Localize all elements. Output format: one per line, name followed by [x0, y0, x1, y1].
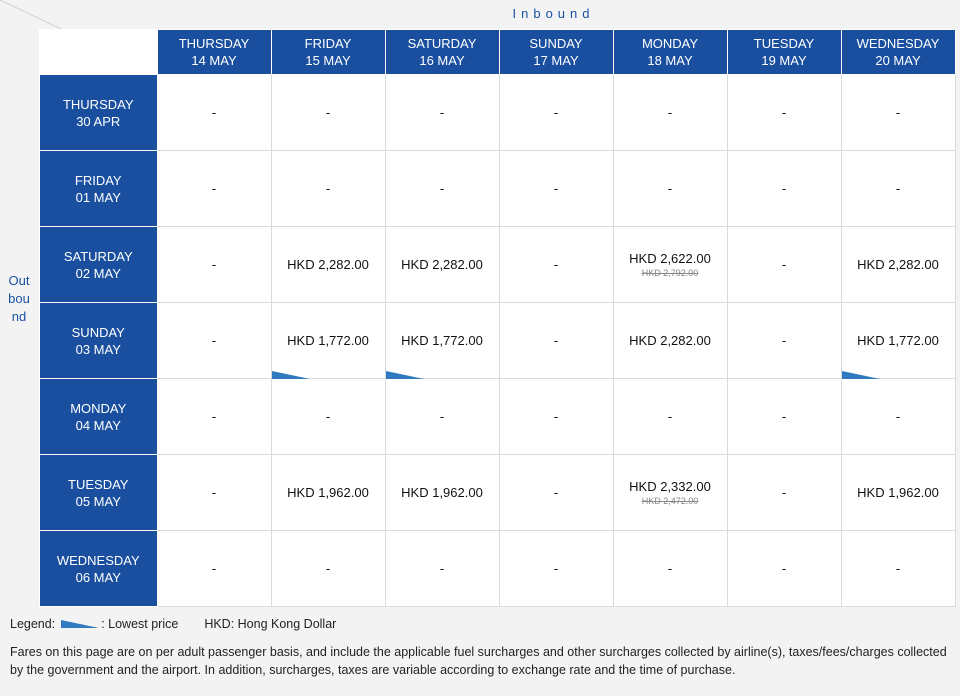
column-header [727, 30, 841, 75]
fare-cell[interactable] [613, 455, 727, 531]
fare-price: HKD 1,962.00 [401, 485, 483, 500]
fare-cell[interactable] [271, 227, 385, 303]
fare-price: - [667, 561, 673, 576]
row-date: 02 MAY [75, 265, 121, 281]
fare-price: - [667, 409, 673, 424]
column-header [157, 30, 271, 75]
fare-price: - [781, 333, 787, 348]
row-header [40, 379, 158, 455]
outbound-row [40, 455, 956, 531]
column-date: 16 MAY [419, 53, 465, 68]
column-date: 17 MAY [533, 53, 579, 68]
fare-price: HKD 2,282.00 [401, 257, 483, 272]
legend-label: Legend: [10, 617, 56, 631]
fare-price: - [553, 409, 559, 424]
original-fare: HKD 2,792.00 [641, 268, 699, 278]
fare-price: HKD 1,772.00 [857, 333, 939, 348]
fare-cell [499, 379, 613, 455]
row-date: 01 MAY [75, 189, 121, 205]
row-day: WEDNESDAY [56, 552, 140, 568]
column-date: 18 MAY [647, 53, 693, 68]
fare-cell [385, 151, 499, 227]
legend [10, 617, 336, 631]
fare-cell [271, 75, 385, 151]
row-date: 04 MAY [75, 417, 121, 433]
fare-grid-body [40, 75, 956, 607]
column-header [841, 30, 955, 75]
row-day: SATURDAY [63, 248, 133, 264]
fare-cell [157, 379, 271, 455]
fare-price: - [325, 561, 331, 576]
fare-cell [385, 379, 499, 455]
fare-cell[interactable] [271, 303, 385, 379]
fare-cell [271, 379, 385, 455]
fare-cell[interactable] [271, 455, 385, 531]
fare-cell [157, 151, 271, 227]
original-fare: HKD 2,472.00 [641, 496, 699, 506]
fare-price: - [439, 105, 445, 120]
fare-cell [841, 75, 955, 151]
fare-price: - [211, 257, 217, 272]
fare-cell [157, 455, 271, 531]
fare-price: HKD 2,282.00 [287, 257, 369, 272]
fare-price: - [439, 409, 445, 424]
column-date: 20 MAY [875, 53, 921, 68]
outbound-row [40, 75, 956, 151]
row-day: TUESDAY [68, 476, 129, 492]
fare-cell [727, 531, 841, 607]
fare-cell[interactable] [841, 455, 955, 531]
fare-cell [727, 303, 841, 379]
row-day: SUNDAY [71, 324, 125, 340]
fare-cell [271, 531, 385, 607]
column-header [499, 30, 613, 75]
row-header [40, 151, 158, 227]
fare-cell [727, 379, 841, 455]
fare-cell [385, 75, 499, 151]
row-header [40, 75, 158, 151]
column-header [385, 30, 499, 75]
row-date: 03 MAY [75, 341, 121, 357]
fare-grid [39, 29, 956, 607]
fare-price: - [895, 105, 901, 120]
fare-cell [727, 75, 841, 151]
column-day: MONDAY [641, 36, 699, 51]
fare-price: - [211, 409, 217, 424]
fare-cell [499, 227, 613, 303]
legend-lowest-price: : Lowest price [101, 617, 179, 631]
fare-cell[interactable] [385, 227, 499, 303]
fare-disclaimer: Fares on this page are on per adult passenger basis, and include the applicable fuel surcharges and other surcharges collected by airline(s), taxes/fees/charges collected by the government and the airport. In addition, surcharges, taxes are variable according to exchange rate and the time of purchase. [10, 645, 947, 677]
fare-cell[interactable] [385, 455, 499, 531]
row-date: 06 MAY [75, 569, 121, 585]
fare-cell [727, 151, 841, 227]
fare-price: HKD 1,962.00 [857, 485, 939, 500]
row-header [40, 227, 158, 303]
fare-price: HKD 2,332.00 [629, 479, 711, 494]
fare-cell [613, 75, 727, 151]
fare-price: HKD 2,282.00 [857, 257, 939, 272]
legend-currency: HKD: Hong Kong Dollar [204, 617, 337, 631]
fare-cell [499, 75, 613, 151]
fare-price: - [211, 333, 217, 348]
column-day: FRIDAY [304, 36, 352, 51]
fare-cell [499, 455, 613, 531]
fare-cell[interactable] [841, 303, 955, 379]
row-date: 05 MAY [75, 493, 121, 509]
fare-cell [499, 151, 613, 227]
outbound-row [40, 379, 956, 455]
fare-price: - [211, 485, 217, 500]
row-day: MONDAY [70, 400, 127, 416]
row-header [40, 303, 158, 379]
column-day: WEDNESDAY [856, 36, 940, 51]
column-day: SUNDAY [529, 36, 583, 51]
column-header-row [40, 30, 956, 75]
column-header [271, 30, 385, 75]
fare-price: - [781, 409, 787, 424]
row-day: THURSDAY [62, 96, 134, 112]
row-header [40, 455, 158, 531]
fare-price: - [781, 181, 787, 196]
fare-cell[interactable] [841, 227, 955, 303]
fare-price: - [553, 105, 559, 120]
fare-price: HKD 1,772.00 [287, 333, 369, 348]
fare-cell [499, 531, 613, 607]
fare-price: - [553, 333, 559, 348]
fare-cell [385, 531, 499, 607]
row-date: 30 APR [76, 113, 121, 129]
fare-price: - [667, 181, 673, 196]
column-date: 14 MAY [191, 53, 237, 68]
fare-cell [157, 75, 271, 151]
fare-price: - [781, 561, 787, 576]
outbound-row [40, 151, 956, 227]
fare-price: - [553, 485, 559, 500]
fare-price: - [439, 181, 445, 196]
inbound-axis-label: Inbound [512, 6, 595, 21]
fare-price: - [895, 181, 901, 196]
blank-header-cell [40, 30, 158, 75]
column-header [613, 30, 727, 75]
column-day: SATURDAY [407, 36, 477, 51]
fare-price: - [553, 181, 559, 196]
fare-cell[interactable] [613, 227, 727, 303]
fare-cell[interactable] [613, 303, 727, 379]
outbound-axis-label: Outbound [8, 273, 30, 324]
fare-cell [727, 227, 841, 303]
fare-price: - [325, 181, 331, 196]
fare-price: - [781, 105, 787, 120]
fare-price: HKD 2,622.00 [629, 251, 711, 266]
fare-price: - [781, 257, 787, 272]
column-date: 15 MAY [305, 53, 351, 68]
column-day: TUESDAY [753, 36, 815, 51]
fare-price: - [781, 485, 787, 500]
fare-cell [841, 151, 955, 227]
fare-cell [613, 531, 727, 607]
lowest-price-flag-icon [61, 619, 99, 629]
fare-price: HKD 1,962.00 [287, 485, 369, 500]
column-day: THURSDAY [178, 36, 250, 51]
fare-cell [841, 379, 955, 455]
fare-cell [157, 227, 271, 303]
fare-price: - [211, 561, 217, 576]
fare-cell [613, 151, 727, 227]
fare-cell [157, 531, 271, 607]
fare-price: - [211, 105, 217, 120]
outbound-row [40, 227, 956, 303]
fare-price: - [211, 181, 217, 196]
column-date: 19 MAY [761, 53, 807, 68]
fare-price: - [553, 257, 559, 272]
fare-price: - [667, 105, 673, 120]
fare-price: - [895, 561, 901, 576]
fare-cell [841, 531, 955, 607]
fare-price: - [325, 409, 331, 424]
row-day: FRIDAY [74, 172, 122, 188]
outbound-row [40, 531, 956, 607]
fare-price: - [439, 561, 445, 576]
fare-cell [727, 455, 841, 531]
fare-cell [157, 303, 271, 379]
fare-price: - [895, 409, 901, 424]
outbound-row [40, 303, 956, 379]
fare-price: - [325, 105, 331, 120]
fare-cell [499, 303, 613, 379]
fare-cell [271, 151, 385, 227]
row-header [40, 531, 158, 607]
fare-price: HKD 2,282.00 [629, 333, 711, 348]
fare-cell [613, 379, 727, 455]
fare-cell[interactable] [385, 303, 499, 379]
fare-price: - [553, 561, 559, 576]
fare-price: HKD 1,772.00 [401, 333, 483, 348]
